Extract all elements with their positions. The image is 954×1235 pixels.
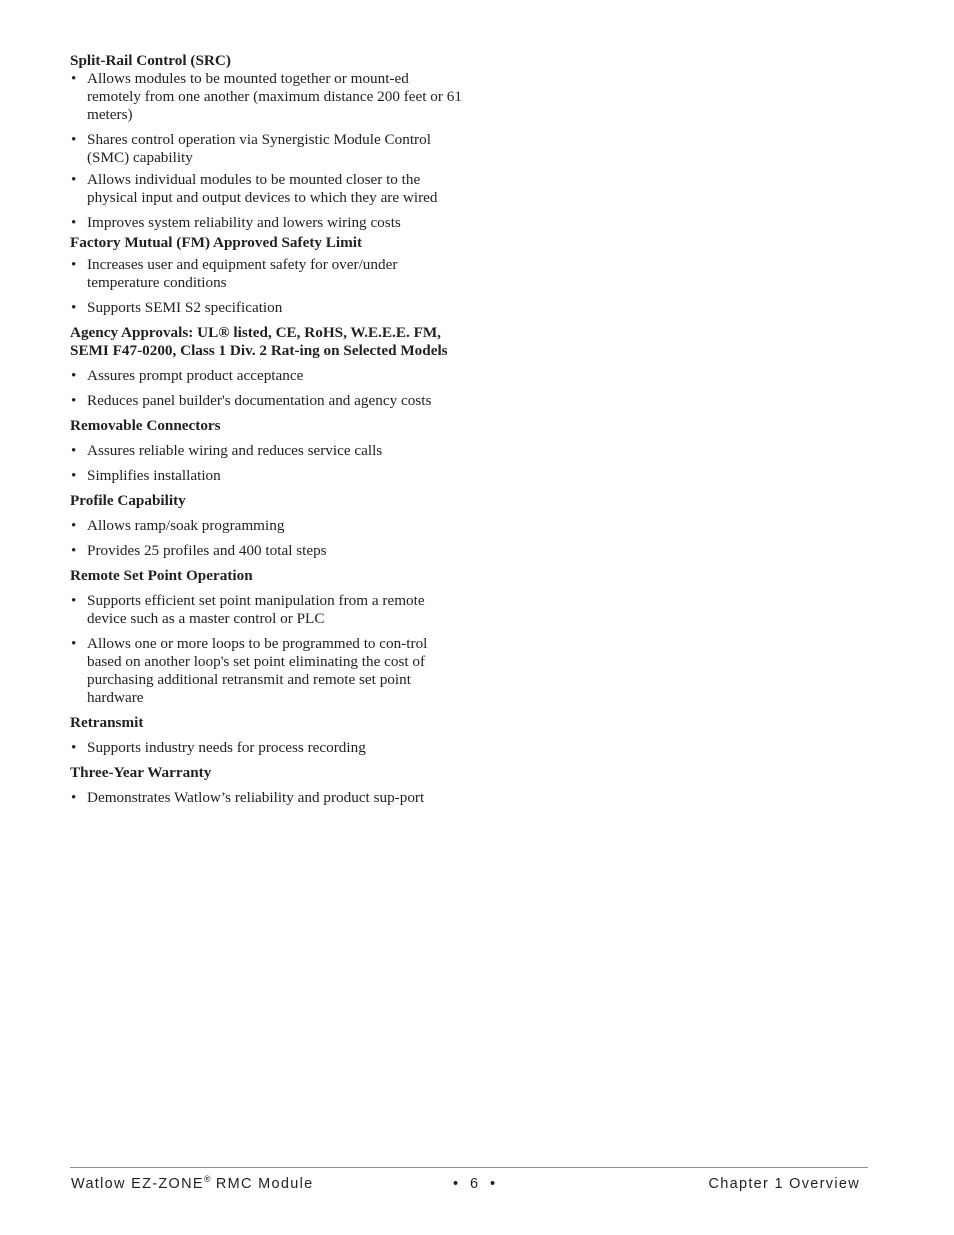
list-item: • Increases user and equipment safety for over/under temperature conditions (70, 256, 462, 292)
list-item: • Allows ramp/soak programming (70, 517, 462, 535)
section-heading: Agency Approvals: UL® listed, CE, RoHS, W.E.E.E. FM, SEMI F47-0200, Class 1 Div. 2 Rat-ing on Selected Models (70, 324, 448, 359)
page-footer (70, 1176, 860, 1196)
list-item: • Assures prompt product acceptance (70, 367, 462, 385)
list-item: • Supports SEMI S2 specification (70, 299, 462, 317)
bullet-list (70, 70, 462, 232)
list-item: • Allows modules to be mounted together or mount-ed remotely from one another (maximum distance 200 feet or 61 meters) (70, 70, 462, 124)
footer-product-suffix: RMC Module (210, 1176, 314, 1192)
bullet-list (70, 739, 462, 757)
footer-page-number: • 6 • (453, 1176, 497, 1192)
section-heading: Remote Set Point Operation (70, 567, 253, 584)
section-fm-safety-limit (70, 234, 462, 317)
footer-product-name (71, 1176, 313, 1192)
list-item: • Supports industry needs for process recording (70, 739, 462, 757)
section-heading: Three-Year Warranty (70, 764, 212, 781)
list-item: • Improves system reliability and lowers wiring costs (70, 214, 462, 232)
section-split-rail-control (70, 52, 462, 232)
bullet-list (70, 367, 462, 410)
list-item: • Demonstrates Watlow’s reliability and product sup-port (70, 789, 462, 807)
section-remote-set-point (70, 567, 462, 707)
bullet-list (70, 592, 462, 707)
list-item: • Simplifies installation (70, 467, 462, 485)
section-heading: Retransmit (70, 714, 144, 731)
list-item: • Allows one or more loops to be programmed to con-trol based on another loop's set point eliminating the cost of purchasing additional retransmit and remote set point hardware (70, 635, 462, 707)
section-removable-connectors (70, 417, 462, 485)
list-item: • Allows individual modules to be mounted closer to the physical input and output devices to which they are wired (70, 171, 462, 207)
section-heading: Profile Capability (70, 492, 186, 509)
bullet-list (70, 256, 462, 317)
main-column (70, 52, 462, 807)
section-heading: Removable Connectors (70, 417, 221, 434)
section-agency-approvals (70, 324, 462, 410)
footer-product-prefix: Watlow EZ-ZONE (71, 1176, 204, 1192)
bullet-list (70, 517, 462, 560)
footer-divider (70, 1167, 868, 1168)
list-item: • Reduces panel builder's documentation and agency costs (70, 392, 462, 410)
section-three-year-warranty (70, 764, 462, 807)
footer-chapter: Chapter 1 Overview (708, 1176, 860, 1192)
section-retransmit (70, 714, 462, 757)
section-heading: Factory Mutual (FM) Approved Safety Limit (70, 234, 363, 251)
registered-mark: ® (203, 1174, 211, 1184)
bullet-list (70, 442, 462, 485)
list-item: • Supports efficient set point manipulation from a remote device such as a master control or PLC (70, 592, 462, 628)
list-item: • Assures reliable wiring and reduces service calls (70, 442, 462, 460)
list-item: • Provides 25 profiles and 400 total steps (70, 542, 462, 560)
list-item: • Shares control operation via Synergistic Module Control (SMC) capability (70, 131, 462, 167)
section-profile-capability (70, 492, 462, 560)
section-heading: Split-Rail Control (SRC) (70, 52, 231, 69)
bullet-list (70, 789, 462, 807)
